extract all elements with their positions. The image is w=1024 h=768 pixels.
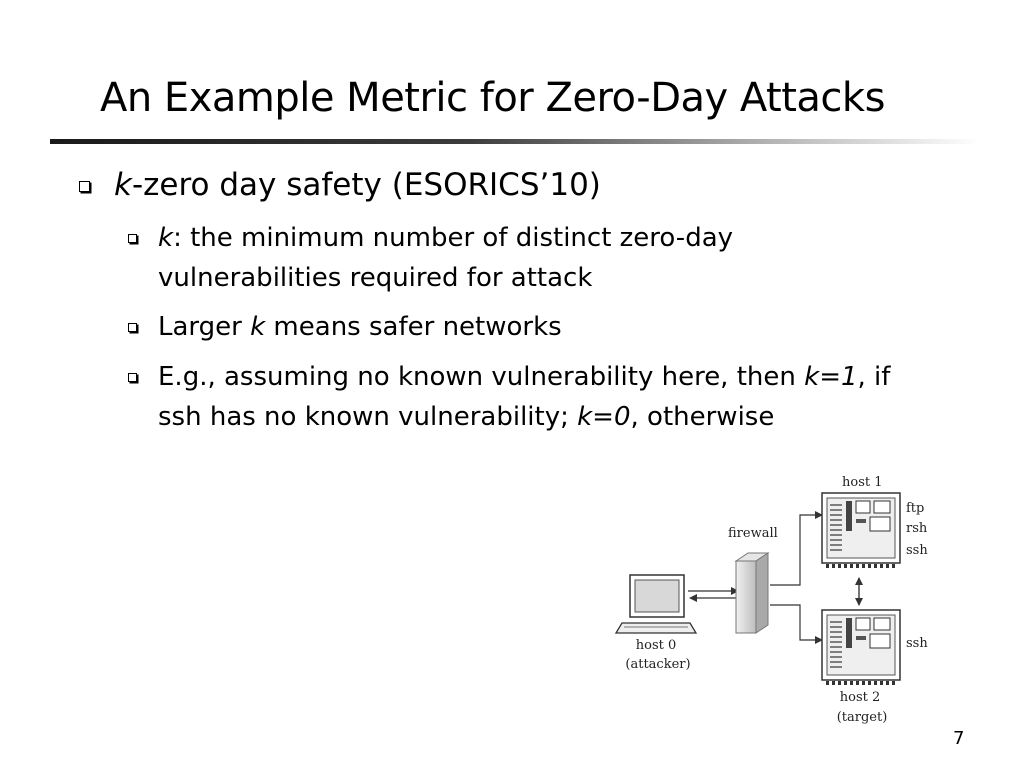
sub-bullet-example-cont [158,397,774,437]
k-variable: k [158,223,174,253]
host2-service-ssh: ssh [906,636,928,651]
title-rule [50,139,980,144]
firewall-label: firewall [728,526,778,541]
sub-bullet-text: , otherwise [630,402,775,432]
arrow-to-host1 [770,515,822,585]
k-variable: k [250,312,266,342]
bullet-square-icon [79,181,90,192]
sub-bullet-square-icon [128,323,137,332]
host1-service-rsh: rsh [906,521,928,536]
sub-bullet-larger-k [158,307,562,347]
page-number: 7 [953,728,965,749]
k-equals-0: k=0 [577,402,631,432]
k-equals-1: k=1 [804,362,858,392]
bullet-k-zero-day-safety [114,163,601,207]
sub-bullet-definition [158,218,733,258]
sub-bullet-text: E.g., assuming no known vulnerability here, then [158,362,805,392]
server-icon [822,493,900,568]
sub-bullet-text: means safer networks [265,312,562,342]
host1-service-ftp: ftp [906,501,925,516]
arrow-to-host2 [770,605,822,640]
slide-title: An Example Metric for Zero-Day Attacks [100,75,885,121]
k-variable: k [114,167,132,203]
host2-label: host 2 [839,690,881,705]
sub-bullet-text: , if [857,362,891,392]
host0-role: (attacker) [625,657,691,672]
sub-bullet-text: : the minimum number of distinct zero-day [173,223,734,253]
sub-bullet-example [158,357,890,397]
firewall-icon [736,553,768,633]
sub-bullet-text: Larger [158,312,251,342]
host0-label: host 0 [635,638,677,653]
sub-bullet-square-icon [128,234,137,243]
laptop-icon [616,575,696,633]
bullet-text: -zero day safety (ESORICS’10) [131,167,601,203]
host1-label: host 1 [842,475,883,490]
server-icon [822,610,900,685]
host1-service-ssh: ssh [906,543,928,558]
host2-role: (target) [836,710,888,725]
network-diagram [610,465,970,735]
sub-bullet-definition-cont: vulnerabilities required for attack [158,263,593,293]
sub-bullet-text: ssh has no known vulnerability; [158,402,578,432]
sub-bullet-square-icon [128,373,137,382]
